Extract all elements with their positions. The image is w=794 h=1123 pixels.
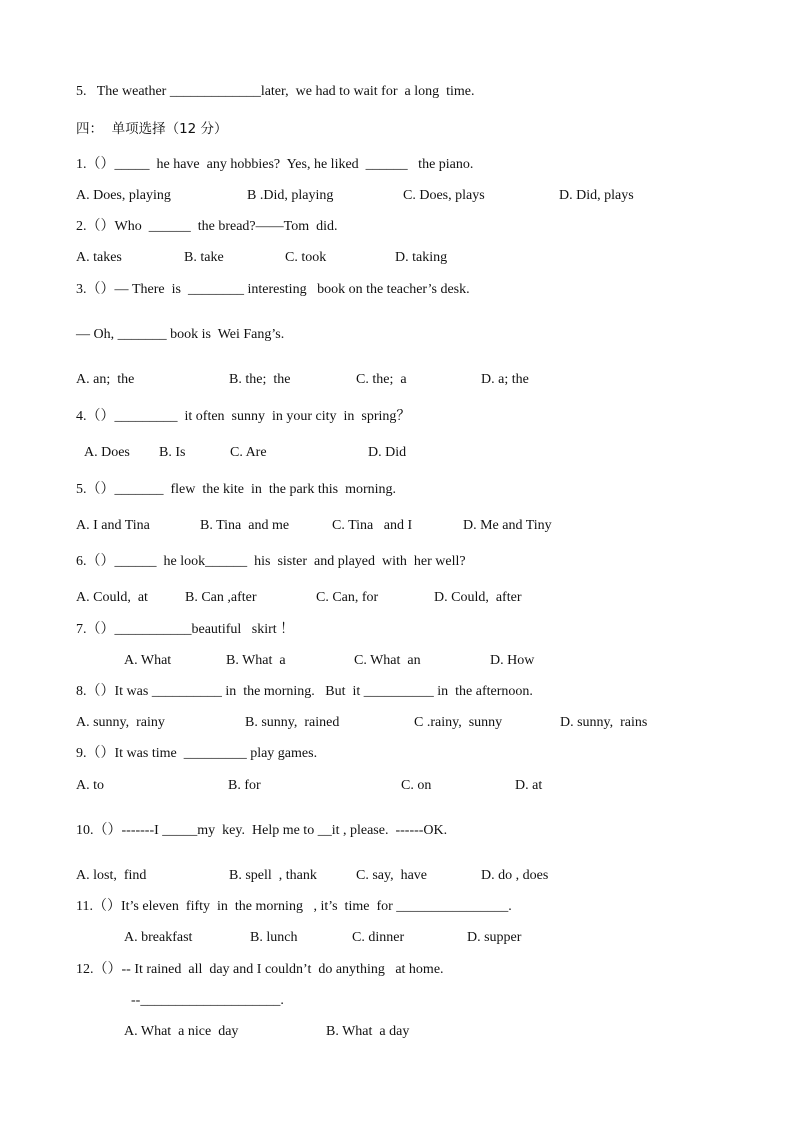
option-c: C. on	[401, 778, 432, 793]
option-a: A. Does	[84, 445, 130, 460]
question-stem: 9.（）It was time _________ play games.	[76, 746, 318, 761]
option-d: D. How	[490, 653, 535, 668]
option-b: B. What a	[226, 653, 286, 668]
option-c: C. the; a	[356, 372, 407, 387]
question-stem: 6.（）______ he look______ his sister and played with her well?	[76, 554, 466, 569]
option-b: B. Is	[159, 445, 186, 460]
option-c: C. took	[285, 250, 327, 265]
option-d: D. Could, after	[434, 590, 522, 605]
question-stem: 12.（）-- It rained all day and I couldn’t do anything at home.	[76, 962, 444, 977]
option-b: B. spell , thank	[229, 868, 317, 883]
option-d: D. taking	[395, 250, 448, 265]
question-stem: 2.（）Who ______ the bread?——Tom did.	[76, 219, 338, 234]
question-stem: 4.（）_________ it often sunny in your city in spring？	[76, 409, 411, 424]
option-b: B. What a day	[326, 1024, 410, 1039]
question-stem-reply: — Oh, _______ book is Wei Fang’s.	[76, 327, 285, 342]
option-b: B. the; the	[229, 372, 291, 387]
option-d: D. at	[515, 778, 543, 793]
option-b: B .Did, playing	[247, 188, 334, 203]
option-b: B. sunny, rained	[245, 715, 340, 730]
option-a: A. Does, playing	[76, 188, 171, 203]
option-b: B. for	[228, 778, 261, 793]
option-a: A. to	[76, 778, 104, 793]
previous-question-5: 5. The weather _____________later, we had to wait for a long time.	[76, 84, 475, 99]
option-c: C. Can, for	[316, 590, 379, 605]
option-a: A. an; the	[76, 372, 135, 387]
option-c: C. say, have	[356, 868, 428, 883]
option-a: A. takes	[76, 250, 122, 265]
question-stem: 8.（）It was __________ in the morning. But it __________ in the afternoon.	[76, 684, 533, 699]
question-stem: 3.（）— There is ________ interesting book on the teacher’s desk.	[76, 282, 470, 297]
option-a: A. What	[124, 653, 172, 668]
option-c: C. dinner	[352, 930, 405, 945]
option-d: D. Did	[368, 445, 407, 460]
option-d: D. supper	[467, 930, 522, 945]
option-c: C. Tina and I	[332, 518, 413, 533]
option-a: A. sunny, rainy	[76, 715, 165, 730]
option-b: B. Can ,after	[185, 590, 257, 605]
option-d: D. sunny, rains	[560, 715, 648, 730]
option-b: B. Tina and me	[200, 518, 290, 533]
question-stem: 7.（）___________beautiful skirt ！	[76, 622, 295, 637]
option-c: C. What an	[354, 653, 421, 668]
option-a: A. What a nice day	[124, 1024, 239, 1039]
question-stem-reply: --____________________.	[131, 993, 284, 1008]
option-a: A. Could, at	[76, 590, 148, 605]
option-c: C. Are	[230, 445, 267, 460]
option-a: A. lost, find	[76, 868, 147, 883]
option-d: D. Me and Tiny	[463, 518, 552, 533]
question-stem: 1.（）_____ he have any hobbies? Yes, he liked ______ the piano.	[76, 157, 474, 172]
question-stem: 5.（）_______ flew the kite in the park this morning.	[76, 482, 397, 497]
section-title: 四： 单项选择（12 分）	[76, 121, 228, 137]
option-a: A. I and Tina	[76, 518, 150, 533]
option-b: B. lunch	[250, 930, 298, 945]
option-b: B. take	[184, 250, 224, 265]
question-stem: 10.（）-------I _____my key. Help me to __it , please. ------OK.	[76, 823, 448, 838]
question-stem: 11.（）It’s eleven fifty in the morning , it’s time for ________________.	[76, 899, 512, 914]
option-c: C. Does, plays	[403, 188, 485, 203]
option-a: A. breakfast	[124, 930, 193, 945]
option-c: C .rainy, sunny	[414, 715, 503, 730]
option-d: D. a; the	[481, 372, 529, 387]
option-d: D. do , does	[481, 868, 549, 883]
option-d: D. Did, plays	[559, 188, 634, 203]
